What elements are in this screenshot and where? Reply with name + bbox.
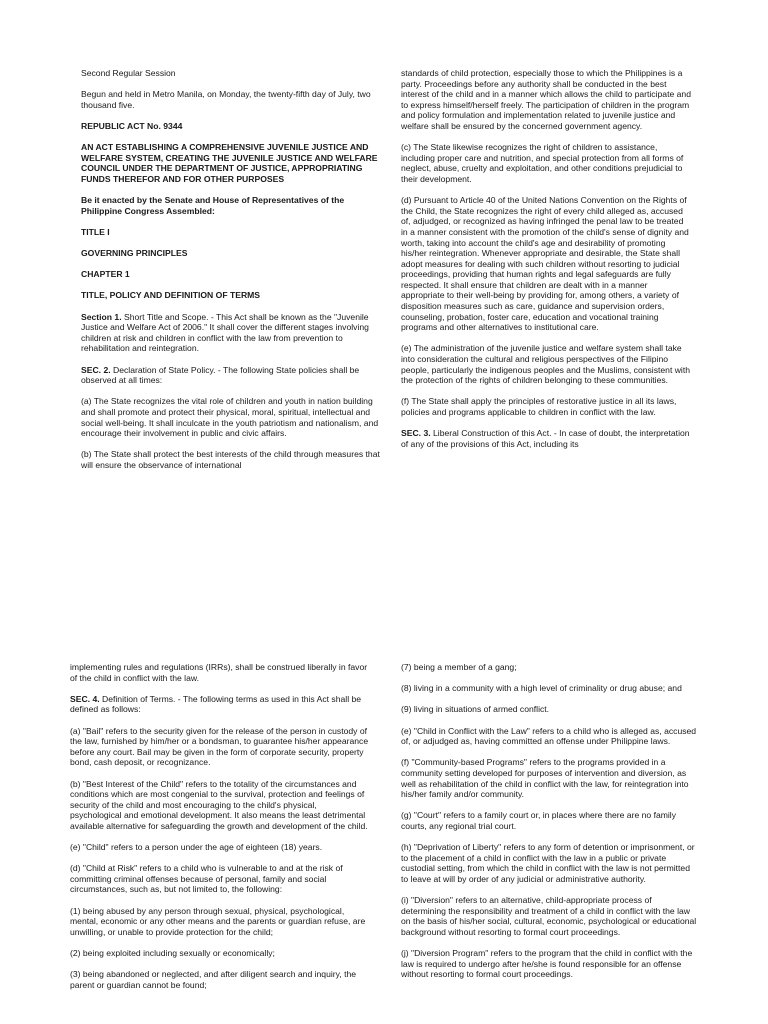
title-heading: TITLE I xyxy=(81,226,110,237)
policy-d: (d) Pursuant to Article 40 of the United Nations Convention on the Rights of the Child, the State recognizes the right of every child alleged as, accused of, adjudged, or recognized as having infringed the penal law to be treated in a manner consistent with the promotion of the child's sense of dignity and worth, taking into account the child's age and desirability of promoting his/her reintegration. Whenever appropriate and desirable, the State shall adopt measures for dealing with such children without resorting to judicial proceedings, providing that human rights and legal safeguards are fully respected. It shall ensure that children are dealt with in a manner appropriate to their well-being by providing for, among others, a variety of disposition measures such as care, guidance and supervision orders, counseling, probation, foster care, education and vocational training programs and other alternatives to institutional care. xyxy=(401,195,689,333)
page1-right-column xyxy=(401,68,691,449)
section-1-text: Short Title and Scope. - This Act shall be known as the "Juvenile Justice and Welfare Act of 2006." It shall cover the different stages involving children at risk and children in conflict with the law from prevention to rehabilitation and reintegration. xyxy=(81,311,369,354)
definition-best-interest: (b) "Best Interest of the Child" refers to the totality of the circumstances and conditions which are most congenial to the survival, protection and feelings of security of the child and most encouraging to the child's physical, psychological and emotional development. It also means the least detrimental available alternative for safeguarding the growth and development of the child. xyxy=(70,778,368,831)
section-2-paragraph xyxy=(81,365,381,386)
page2-right-column xyxy=(401,662,697,980)
section-3-text: Liberal Construction of this Act. - In case of doubt, the interpretation of any of the provisions of this Act, including its xyxy=(401,428,690,449)
section-2-text: Declaration of State Policy. - The following State policies shall be observed at all times: xyxy=(81,364,360,386)
definition-community-programs: (f) "Community-based Programs" refers to the programs provided in a community setting developed for purposes of intervention and diversion, as well as rehabilitation of the child in conflict with the law, for reintegration into his/her family and/or community. xyxy=(401,757,689,800)
section-4-label: SEC. 4. xyxy=(70,693,100,704)
policy-c: (c) The State likewise recognizes the right of children to assistance, including proper care and nutrition, and special protection from all forms of neglect, abuse, cruelty and exploitation, and other conditions prejudicial to their development. xyxy=(401,142,684,184)
section-3-continued: implementing rules and regulations (IRRs), shall be construed liberally in favor of the child in conflict with the law. xyxy=(70,662,368,683)
chapter-heading: CHAPTER 1 xyxy=(81,269,130,280)
definition-child: (e) "Child" refers to a person under the age of eighteen (18) years. xyxy=(70,842,323,853)
section-3-paragraph xyxy=(401,428,691,449)
page1-left-column xyxy=(81,68,381,471)
definition-diversion: (i) "Diversion" refers to an alternative, child-appropriate process of determining the responsibility and treatment of a child in conflict with the law on the basis of his/her social, cultural, economic, psychological or educational background without resorting to formal court proceedings. xyxy=(401,895,697,937)
definition-deprivation-of-liberty: (h) "Deprivation of Liberty" refers to any form of detention or imprisonment, or to the placement of a child in conflict with the law in a public or private custodial setting, from which the child in conflict with the law is not permitted to leave at will by order of any judicial or administrative authority. xyxy=(401,842,695,884)
policy-e: (e) The administration of the juvenile justice and welfare system shall take into consideration the cultural and religious perspectives of the Filipino people, particularly the indigenous peoples and the Muslims, consistent with the protection of the rights of children belonging to these communities. xyxy=(401,343,691,386)
chapter-title: TITLE, POLICY AND DEFINITION OF TERMS xyxy=(81,290,261,301)
policy-f: (f) The State shall apply the principles of restorative justice in all its laws, policies and programs applicable to children in conflict with the law. xyxy=(401,396,677,417)
page2-left-column xyxy=(70,662,370,990)
policy-a: (a) The State recognizes the vital role of children and youth in nation building and shall promote and protect their physical, moral, spiritual, intellectual and social well-being. It shall inculcate in the youth patriotism and nationalism, and encourage their involvement in public and civic affairs. xyxy=(81,396,379,439)
section-1-paragraph xyxy=(81,312,381,354)
section-4-paragraph xyxy=(70,694,370,715)
definition-bail: (a) "Bail" refers to the security given for the release of the person in custody of the law, furnished by him/her or a bondsman, to guarantee his/her appearance before any court. Bail may be given in the form of corporate security, property bond, cash deposit, or recognizance. xyxy=(70,725,369,768)
begun-paragraph: Begun and held in Metro Manila, on Monday, the twenty-fifth day of July, two thousand five. xyxy=(81,89,371,110)
policy-b: (b) The State shall protect the best interests of the child through measures that will ensure the observance of international xyxy=(81,449,380,470)
enacting-clause: Be it enacted by the Senate and House of Representatives of the Philippine Congress Assembled: xyxy=(81,195,345,216)
risk-item-1: (1) being abused by any person through sexual, physical, psychological, mental, economic or any other means and the parents or guardian refuse, are unwilling, or unable to provide protection for the child; xyxy=(70,905,366,937)
section-3-label: SEC. 3. xyxy=(401,428,431,439)
policy-b-continued: standards of child protection, especially those to which the Philippines is a party. Proceedings before any authority shall be conducted in the best interest of the child and in a manner which allows the child to participate and to express himself/herself freely. The participation of children in the program and policy formulation and implementation related to juvenile justice and welfare shall be ensured by the concerned government agency. xyxy=(401,68,691,131)
definition-child-in-conflict: (e) "Child in Conflict with the Law" refers to a child who is alleged as, accused of, or adjudged as, having committed an offense under Philippine laws. xyxy=(401,725,697,747)
section-2-label: SEC. 2. xyxy=(81,364,111,375)
section-4-text: Definition of Terms. - The following terms as used in this Act shall be defined as follows: xyxy=(70,693,362,715)
definition-child-at-risk: (d) "Child at Risk" refers to a child who is vulnerable to and at the risk of committing criminal offenses because of personal, family and social circumstances, such as, but not limited to, the following: xyxy=(70,863,343,895)
definition-court: (g) "Court" refers to a family court or, in places where there are no family courts, any regional trial court. xyxy=(401,810,677,831)
risk-item-2: (2) being exploited including sexually or economically; xyxy=(70,948,275,959)
section-1-label: Section 1. xyxy=(81,311,122,322)
risk-item-9: (9) living in situations of armed conflict. xyxy=(401,704,550,715)
governing-principles-heading: GOVERNING PRINCIPLES xyxy=(81,248,188,259)
risk-item-8: (8) living in a community with a high level of criminality or drug abuse; and xyxy=(401,683,682,694)
risk-item-3: (3) being abandoned or neglected, and after diligent search and inquiry, the parent or guardian cannot be found; xyxy=(70,969,357,990)
act-number: REPUBLIC ACT No. 9344 xyxy=(81,120,183,131)
session-line: Second Regular Session xyxy=(81,68,176,78)
definition-diversion-program: (j) "Diversion Program" refers to the program that the child in conflict with the law is required to undergo after he/she is found responsible for an offense without resorting to formal court proceedings. xyxy=(401,948,693,980)
act-title: AN ACT ESTABLISHING A COMPREHENSIVE JUVENILE JUSTICE AND WELFARE SYSTEM, CREATING THE JUVENILE JUSTICE AND WELFARE COUNCIL UNDER THE DEPARTMENT OF JUSTICE, APPROPRIATING FUNDS THEREFOR AND FOR OTHER PURPOSES xyxy=(81,142,378,184)
risk-item-7: (7) being a member of a gang; xyxy=(401,662,517,672)
